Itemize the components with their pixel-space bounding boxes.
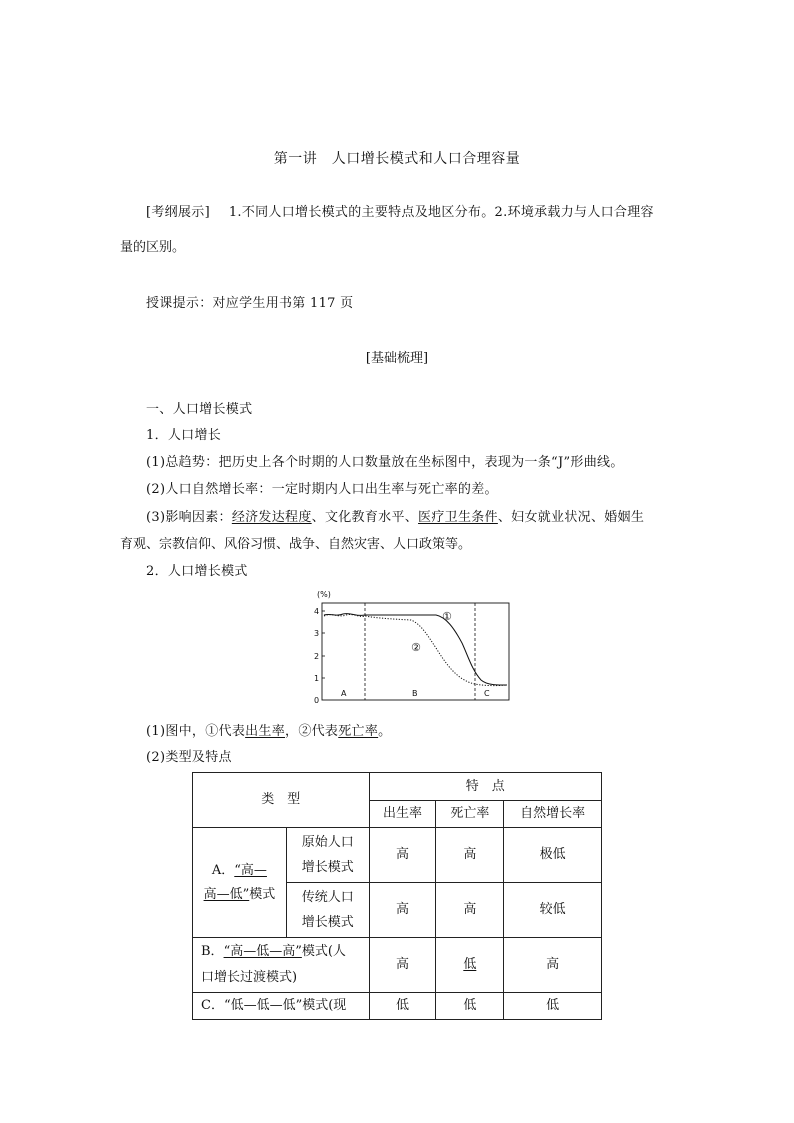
header-feature: 特 点 xyxy=(369,773,601,801)
fig-note-death-rate: 死亡率 xyxy=(338,724,379,739)
exam-outline-continued: 量的区别。 xyxy=(120,240,186,255)
exam-outline-text: 1.不同人口增长模式的主要特点及地区分布。2.环境承载力与人口合理容 xyxy=(228,205,654,220)
subtype-primitive-line1: 原始人口 xyxy=(301,835,354,850)
col-death-rate: 死亡率 xyxy=(436,801,504,828)
item-influencing-factors xyxy=(146,506,644,525)
item-total-trend: (1)总趋势：把历史上各个时期的人口数量放在坐标图中，表现为一条“J”形曲线。 xyxy=(146,455,624,470)
subtype-primitive xyxy=(286,828,369,883)
y-tick-label: 4 xyxy=(314,607,320,616)
cell-natural-growth-rate: 高 xyxy=(504,938,602,993)
section-heading: [基础梳理] xyxy=(365,351,429,366)
factors-prefix: (3)影响因素： xyxy=(146,510,232,525)
fig-note-mid: ，②代表 xyxy=(285,724,339,739)
cell-natural-growth-rate: 低 xyxy=(504,993,602,1020)
item-influencing-factors-continued: 育观、宗教信仰、风俗习惯、战争、自然灾害、人口政策等。 xyxy=(120,537,472,552)
row-c-label: C．“低—低—低”模式(现 xyxy=(193,993,370,1020)
y-tick-label: 0 xyxy=(314,696,320,705)
row-b-prefix: B． xyxy=(201,944,224,959)
cell-birth-rate: 高 xyxy=(369,883,436,938)
cell-birth-rate: 低 xyxy=(369,993,436,1020)
row-b-line2: 口增长过渡模式) xyxy=(201,970,298,985)
cell-death-rate: 高 xyxy=(436,883,504,938)
stage-label-a: A xyxy=(341,689,347,698)
types-label: (2)类型及特点 xyxy=(146,750,232,765)
fig-note-birth-rate: 出生率 xyxy=(245,724,286,739)
teaching-tip: 授课提示：对应学生用书第 117 页 xyxy=(146,296,354,311)
group-a-suffix: 模式 xyxy=(249,886,276,902)
item-natural-growth-rate: (2)人口自然增长率：一定时期内人口出生率与死亡率的差。 xyxy=(146,482,498,497)
table-row xyxy=(193,828,602,883)
cell-death-rate: 高 xyxy=(436,828,504,883)
series-marker-death: ② xyxy=(411,641,421,654)
exam-outline xyxy=(146,201,654,220)
stage-label-c: C xyxy=(484,689,490,698)
population-growth-chart xyxy=(296,588,521,713)
group-a-model-part1: “高— xyxy=(234,862,267,878)
row-b-label xyxy=(193,938,370,993)
cell-birth-rate: 高 xyxy=(369,938,436,993)
factor-economy: 经济发达程度 xyxy=(231,510,312,525)
y-tick-label: 3 xyxy=(314,629,320,638)
row-b-suffix: 模式(人 xyxy=(301,944,346,959)
subtype-traditional-line1: 传统人口 xyxy=(301,890,354,905)
cell-natural-growth-rate: 较低 xyxy=(504,883,602,938)
table-header-row xyxy=(193,773,602,801)
stage-label-b: B xyxy=(412,689,418,698)
cell-birth-rate: 高 xyxy=(369,828,436,883)
subtype-traditional xyxy=(286,883,369,938)
factor-medical: 医疗卫生条件 xyxy=(418,510,498,525)
cell-natural-growth-rate: 极低 xyxy=(504,828,602,883)
col-natural-growth-rate: 自然增长率 xyxy=(504,801,602,828)
page-title: 第一讲 人口增长模式和人口合理容量 xyxy=(273,151,521,167)
subtype-traditional-line2: 增长模式 xyxy=(301,915,354,930)
table-row xyxy=(193,938,602,993)
fig-note-suffix: 。 xyxy=(378,724,392,739)
factors-mid2: 、妇女就业状况、婚姻生 xyxy=(497,510,645,525)
growth-model-table xyxy=(192,772,602,1020)
cell-death-rate: 低 xyxy=(436,938,504,993)
y-axis-label: (%) xyxy=(317,590,331,599)
col-birth-rate: 出生率 xyxy=(369,801,436,828)
group-a-prefix: A． xyxy=(211,862,235,878)
subheading-population-growth: 1．人口增长 xyxy=(146,428,222,443)
y-tick-label: 1 xyxy=(314,674,320,683)
series-marker-birth: ① xyxy=(442,610,452,623)
header-type: 类 型 xyxy=(193,773,370,828)
y-ticks xyxy=(314,607,325,705)
group-a-model-part2: 高—低” xyxy=(203,886,250,902)
y-tick-label: 2 xyxy=(314,652,320,661)
subheading-growth-model: 2．人口增长模式 xyxy=(146,564,248,579)
part-heading: 一、人口增长模式 xyxy=(146,402,253,417)
group-a-label xyxy=(193,828,287,938)
table-row xyxy=(193,993,602,1020)
factors-mid1: 、文化教育水平、 xyxy=(311,510,419,525)
cell-death-rate: 低 xyxy=(436,993,504,1020)
row-b-model: “高—低—高” xyxy=(223,944,302,959)
figure-explanation xyxy=(146,720,391,739)
fig-note-prefix: (1)图中，①代表 xyxy=(146,724,246,739)
exam-outline-label: [考纲展示] xyxy=(146,205,210,220)
subtype-primitive-line2: 增长模式 xyxy=(301,860,354,875)
